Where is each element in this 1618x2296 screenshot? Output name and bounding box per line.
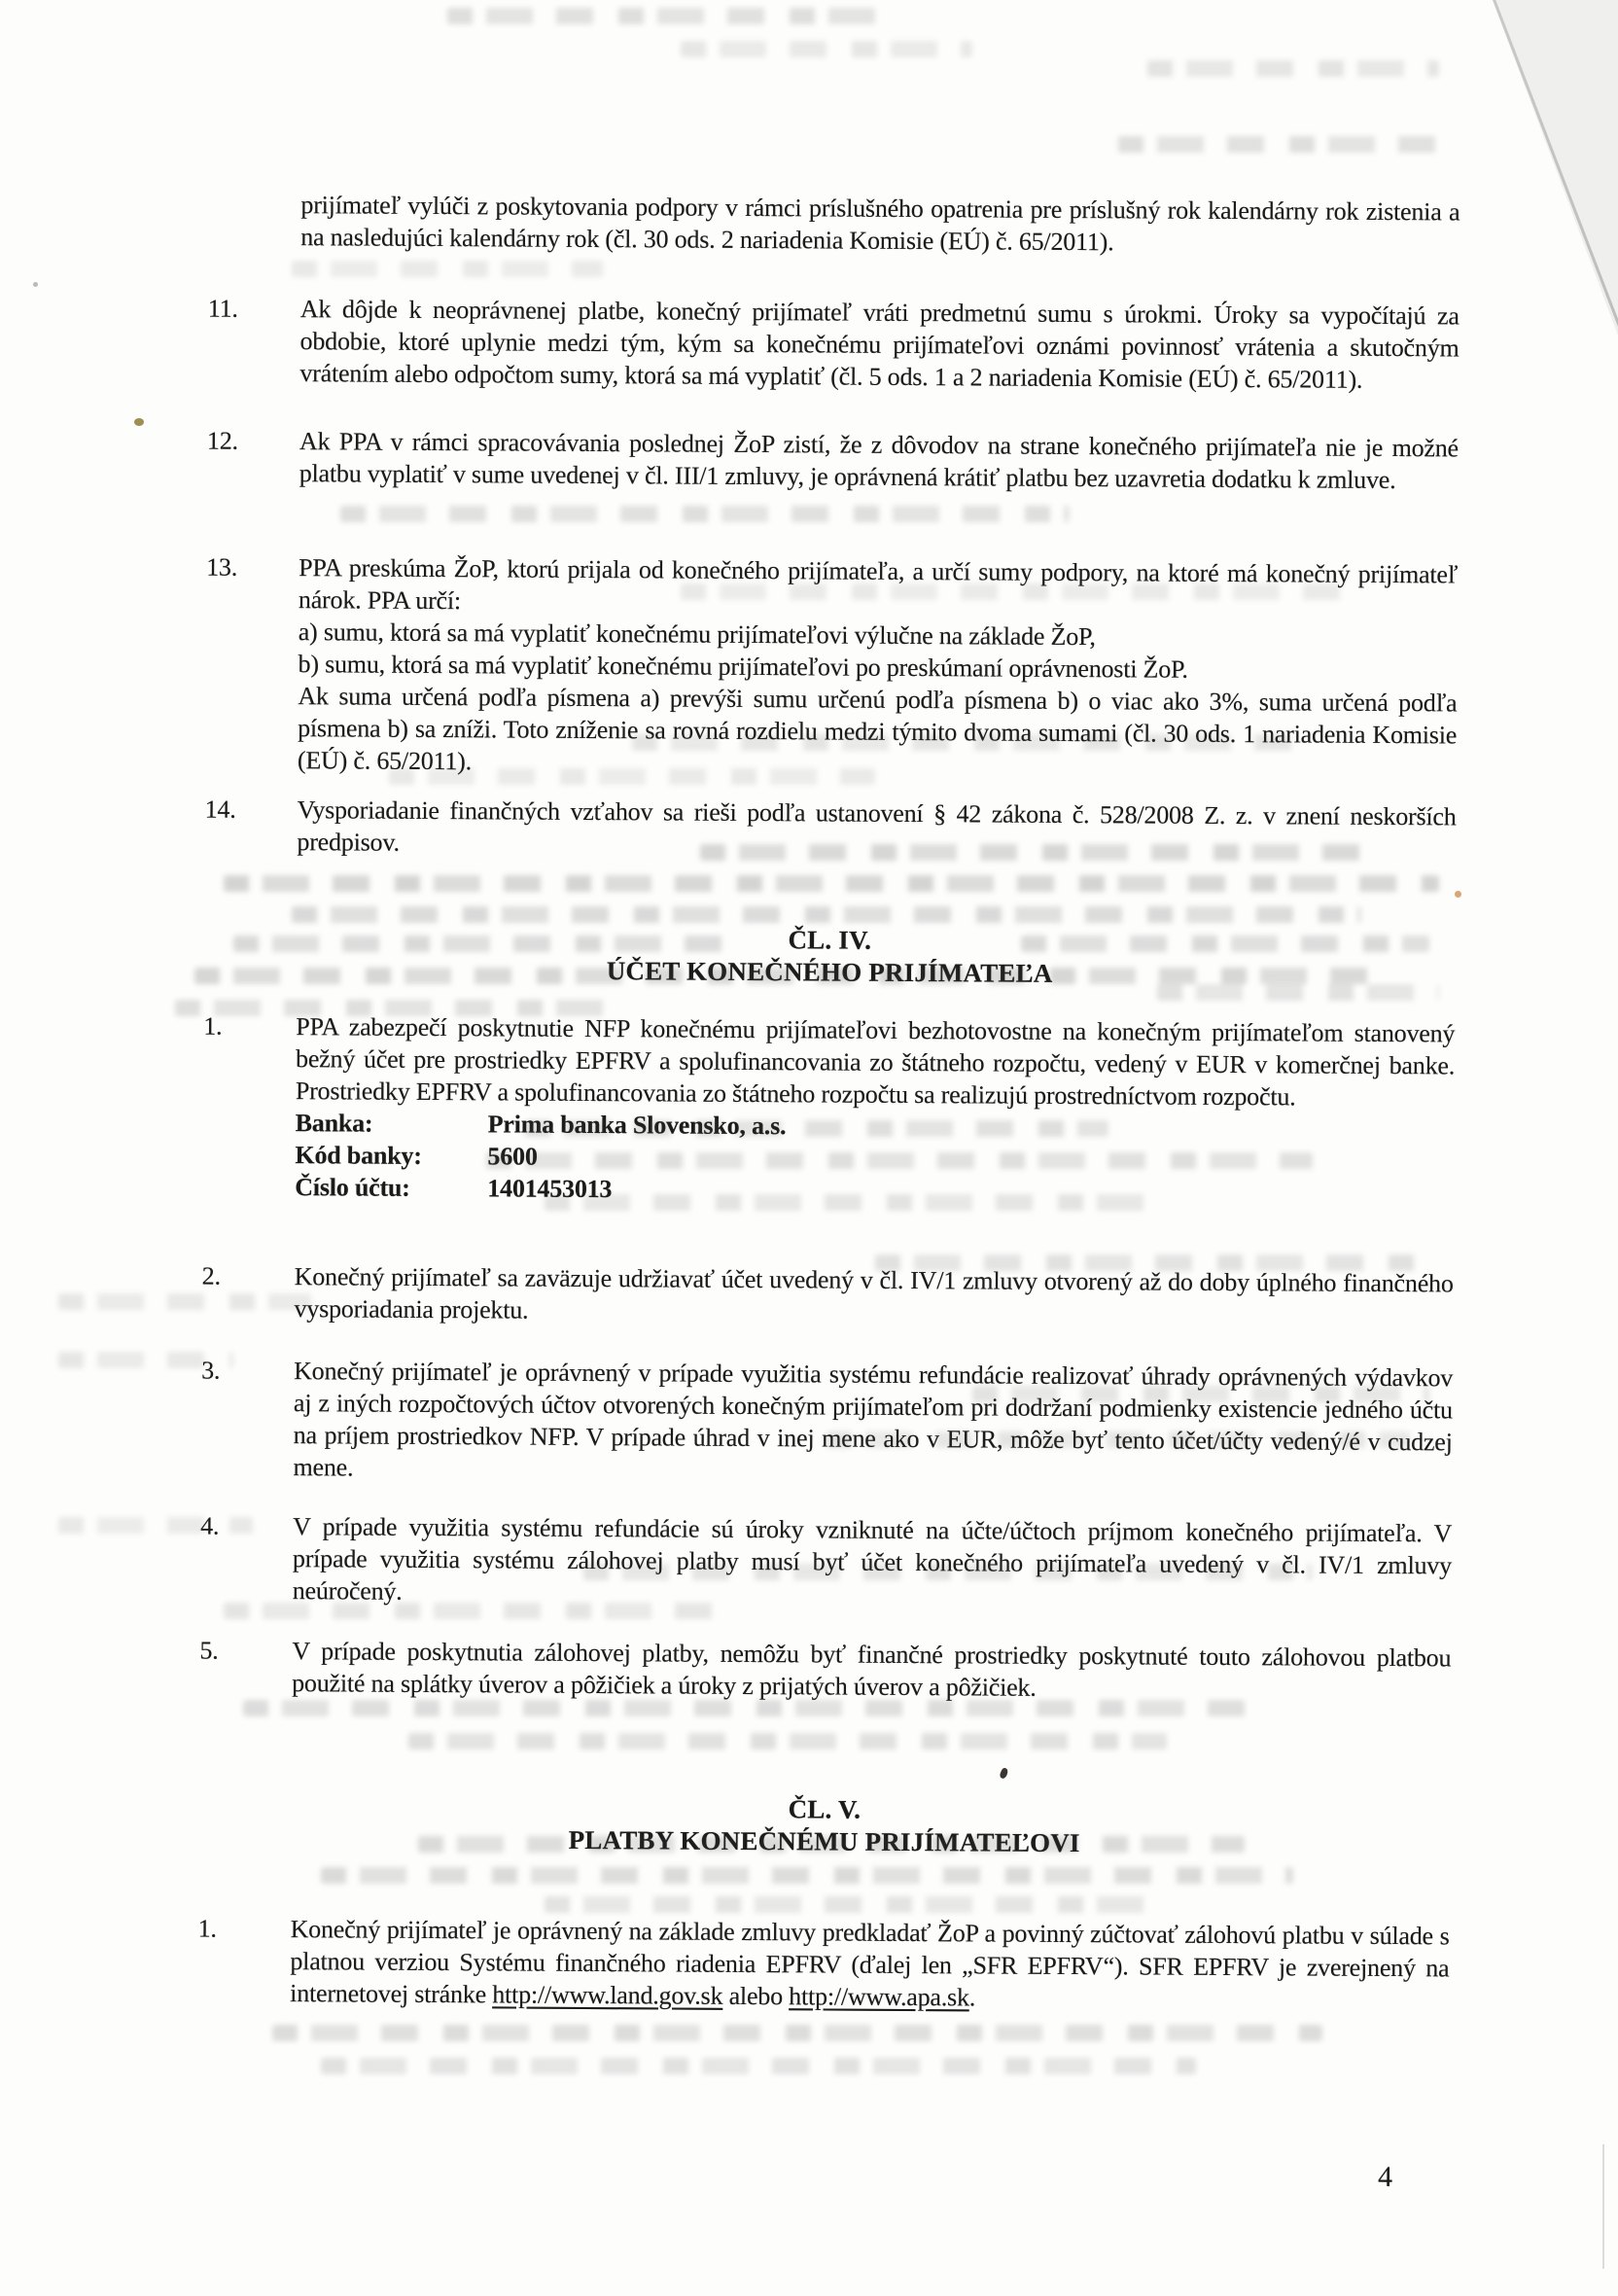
bank-name-value: Prima banka Slovensko, a.s.: [487, 1110, 787, 1141]
item-text: PPA preskúma ŽoP, ktorú prijala od konečného prijímateľa, a určí sumy podpory, na ktoré má konečný prijímateľ nárok. PPA určí: a) sumu, ktorá sa má vyplatiť konečnému prijímateľovi výlučne na základe ŽoP, b) sumu, ktorá sa má vyplatiť konečnému prijímateľovi po preskúmaní oprávnenosti ŽoP. Ak suma určená podľa písmena a) prevýši sumu určenú podľa písmena b) o viac ako 3%, suma určená podľa písmena b) sa zníži. Toto zníženie sa rovná rozdielu medzi týmito dvoma sumami (čl. 30 ods. 1 nariadenia Komisie (EÚ) č. 65/2011).: [297, 553, 1459, 776]
item-text: Vysporiadanie finančných vzťahov sa rieši podľa ustanovení § 42 zákona č. 528/2008 Z. z. v znení neskorších predpisov.: [297, 795, 1457, 857]
bleed-through-artifact: [233, 936, 739, 952]
apa-url: http://www.apa.sk: [789, 1982, 969, 2012]
list-item-iv-3: [200, 1355, 1453, 1491]
bleed-through-artifact: [1021, 936, 1429, 952]
bleed-through-artifact: [447, 8, 895, 24]
bleed-through-artifact: [224, 875, 1439, 892]
bleed-through-artifact: [972, 1386, 1429, 1402]
item-text: Konečný prijímateľ sa zaväzuje udržiavať účet uvedený v čl. IV/1 zmluvy otvorený až do doby úplného finančného vysporiadania projektu.: [294, 1262, 1454, 1325]
list-item-v-1: [197, 1913, 1450, 2017]
item-number: 4.: [200, 1511, 220, 1540]
bleed-through-artifact: [389, 768, 875, 785]
item-number: 5.: [199, 1636, 219, 1665]
item-text-segment: alebo: [722, 1981, 790, 2011]
bleed-through-artifact: [418, 1836, 1245, 1853]
bleed-through-artifact: [58, 1352, 233, 1368]
land-gov-url: http://www.land.gov.sk: [492, 1980, 723, 2010]
scan-speck: [33, 282, 38, 287]
page-number: 4: [1377, 2160, 1393, 2194]
bleed-through-artifact: [321, 1867, 1293, 1884]
item-number: 13.: [206, 552, 238, 582]
bleed-through-artifact: [681, 41, 972, 57]
bleed-through-artifact: [58, 1293, 311, 1310]
bleed-through-artifact: [408, 1733, 1167, 1749]
section-5-title: ČL. V.: [788, 1794, 862, 1824]
bleed-through-artifact: [545, 1896, 1147, 1913]
bleed-through-artifact: [292, 906, 1361, 923]
bleed-through-artifact: [700, 844, 1381, 861]
list-item-iv-1: [202, 1010, 1455, 1211]
bleed-through-artifact: [1118, 136, 1439, 153]
bleed-through-artifact: [194, 968, 1390, 984]
bank-code-label: Kód banky:: [295, 1141, 422, 1170]
account-number-value: 1401453013: [487, 1174, 613, 1204]
bleed-through-artifact: [58, 1517, 253, 1534]
item-text: Ak dôjde k neoprávnenej platbe, konečný prijímateľ vráti predmetnú sumu s úrokmi. Úroky sa vypočítajú za obdobie, ktoré uplynie medzi tým, kým sa konečnému prijímateľovi oznámi povinnosť vrátenia a skutočným vrátením alebo odpočtom sumy, ktorá sa má vyplatiť (čl. 5 ods. 1 a 2 nariadenia Komisie (EÚ) č. 65/2011).: [299, 295, 1460, 394]
list-item-11: [207, 293, 1460, 397]
bleed-through-artifact: [321, 2058, 1196, 2074]
bleed-through-artifact: [827, 1431, 1410, 1448]
bleed-through-artifact: [525, 1120, 1108, 1137]
item-text: Konečný prijímateľ je oprávnený v prípade využitia systému refundácie realizovať úhrady oprávnených výdavkov aj z iných rozpočtových účtov otvorených konečným prijímateľom pri dodržaní podmienky existencie jedného účtu na príjem prostriedkov NFP. V prípade úhrad v inej mene ako v EUR, môže byť tento účet/účty vedený/é v cudzej mene.: [293, 1357, 1454, 1482]
item-number: 12.: [206, 426, 238, 455]
item-text-segment: .: [968, 1983, 976, 2012]
bleed-through-artifact: [875, 1254, 1420, 1271]
bleed-through-artifact: [224, 1603, 729, 1619]
bleed-through-artifact: [681, 583, 1361, 600]
item-text: V prípade poskytnutia zálohovej platby, nemôžu byť finančné prostriedky poskytnuté touto zálohovou platbou použité na splátky úverov a pôžičiek a úroky z prijatých úverov a pôžičiek.: [292, 1637, 1452, 1702]
scan-speck: [1455, 891, 1461, 898]
bleed-through-artifact: [632, 734, 1313, 751]
item-number: 11.: [207, 294, 238, 323]
bleed-through-artifact: [1157, 984, 1439, 1001]
item-number: 3.: [201, 1356, 221, 1385]
item-text: V prípade využitia systému refundácie sú úroky vzniknuté na účte/účtoch príjmom konečného prijímateľa. V prípade využitia systému zálohovej platby musí byť účet konečného prijímateľa uvedený v čl. IV/1 zmluvy neúročený.: [292, 1512, 1453, 1606]
scan-edge-line: [1602, 2144, 1604, 2269]
section-4-title: ČL. IV.: [788, 925, 872, 955]
bleed-through-artifact: [175, 1000, 613, 1016]
bank-name-label: Banka:: [295, 1109, 373, 1138]
item-text: PPA zabezpečí poskytnutie NFP konečnému prijímateľovi bezhotovostne na konečným prijímateľom stanovený bežný účet pre prostriedky EPFRV a spolufinancovania zo štátneho rozpočtu, vedený v EUR v komerčnej banke. Prostriedky EPFRV a spolufinancovania zo štátneho rozpočtu sa realizujú prostredníctvom rozpočtu.: [295, 1012, 1456, 1112]
item-number: 14.: [204, 795, 236, 824]
bleed-through-artifact: [545, 1194, 1167, 1211]
bank-code-value: 5600: [487, 1142, 538, 1171]
list-item-iv-5: [199, 1635, 1451, 1707]
list-item-iv-4: [200, 1510, 1453, 1614]
scan-speck: [134, 418, 144, 426]
item-number: 1.: [197, 1914, 217, 1943]
item-text: [290, 1913, 1450, 2016]
bleed-through-artifact: [486, 1152, 1313, 1169]
bleed-through-artifact: [292, 261, 603, 277]
bleed-through-artifact: [340, 506, 1070, 522]
item-number: 1.: [203, 1011, 223, 1041]
item-text-segment: Konečný prijímateľ je oprávnený na základe zmluvy predkladať ŽoP a povinný zúčtovať zálohovú platbu v súlade s platnou verziou Systému finančného riadenia EPFRV (ďalej len „SFR EPFRV“). SFR EPFRV je zverejnený na internetovej stránke: [290, 1915, 1450, 2009]
list-item-12: [207, 425, 1459, 497]
section-4-subtitle: ÚČET KONEČNÉHO PRIJÍMATEĽA: [606, 956, 1053, 988]
bleed-through-artifact: [1147, 60, 1439, 77]
paragraph-continuation: prijímateľ vylúči z poskytovania podpory v rámci príslušného opatrenia pre príslušný rok kalendárny rok zistenia a na nasledujúci kalendárny rok (čl. 30 ods. 2 nariadenia Komisie (EÚ) č. 65/2011).: [300, 191, 1460, 257]
section-5-subtitle: PLATBY KONEČNÉMU PRIJÍMATEĽOVI: [568, 1824, 1080, 1858]
account-number-label: Číslo účtu:: [295, 1173, 410, 1202]
bleed-through-artifact: [272, 2025, 1322, 2041]
item-number: 2.: [201, 1261, 221, 1290]
bleed-through-artifact: [243, 1700, 1264, 1716]
item-text: Ak PPA v rámci spracovávania poslednej ŽoP zistí, že z dôvodov na strane konečného prijímateľa nie je možné platbu vyplatiť v sume uvedenej v čl. III/1 zmluvy, je oprávnená krátiť platbu bez uzavretia dodatku k zmluve.: [299, 427, 1460, 495]
bleed-through-artifact: [583, 1564, 1313, 1580]
